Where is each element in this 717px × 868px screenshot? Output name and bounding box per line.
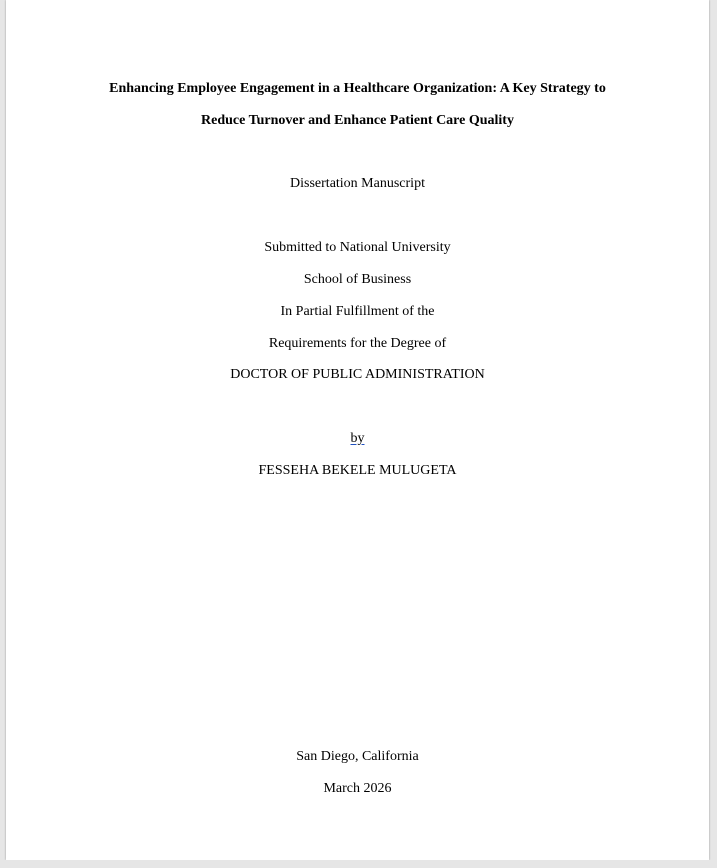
date: March 2026	[323, 781, 392, 796]
requirements-line: Requirements for the Degree of	[268, 336, 447, 351]
author-name: FESSEHA BEKELE MULUGETA	[258, 463, 457, 478]
title-line-2: Reduce Turnover and Enhance Patient Care Quality	[201, 113, 514, 128]
fulfillment-line: In Partial Fulfillment of the	[280, 304, 435, 319]
by-label: by	[350, 431, 365, 446]
document-page[interactable]	[6, 0, 709, 860]
school-name: School of Business	[303, 272, 412, 287]
location: San Diego, California	[296, 749, 419, 764]
by-line	[6, 430, 709, 448]
submitted-to: Submitted to National University	[264, 240, 451, 255]
title-line-1: Enhancing Employee Engagement in a Healthcare Organization: A Key Strategy to	[109, 81, 606, 96]
degree-name: DOCTOR OF PUBLIC ADMINISTRATION	[230, 367, 485, 382]
document-type: Dissertation Manuscript	[290, 176, 425, 191]
page-gap	[0, 860, 717, 868]
